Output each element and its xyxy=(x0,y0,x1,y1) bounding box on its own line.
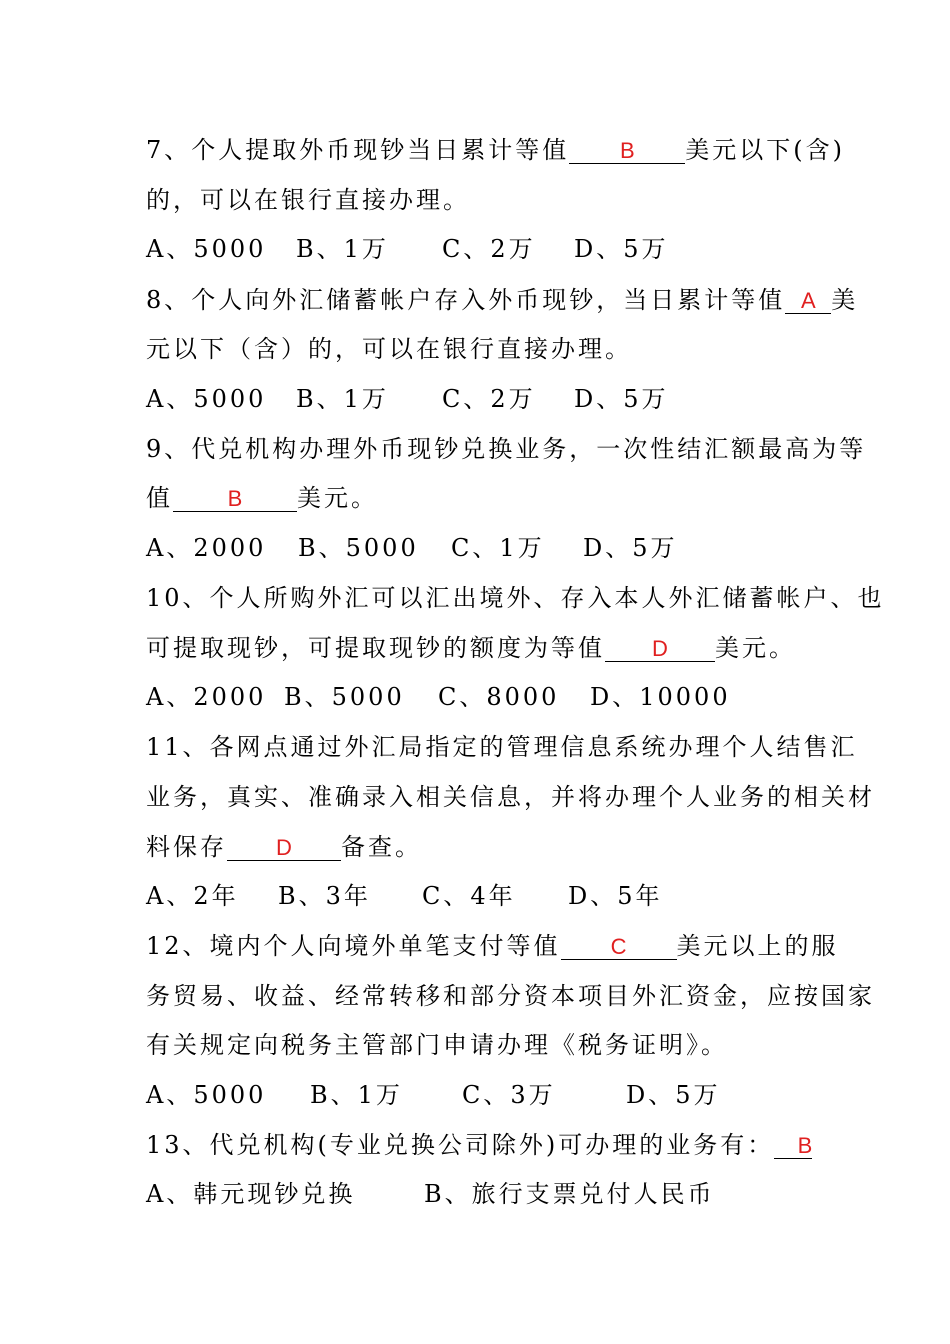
q9-option-a: A、2000 xyxy=(146,534,267,562)
q7-answer-blank xyxy=(569,135,685,164)
q11-option-d: D、5年 xyxy=(568,882,663,910)
q7-option-d: D、5万 xyxy=(574,235,669,263)
q13-option-a: A、韩元现钞兑换 xyxy=(146,1180,356,1208)
q8-option-d: D、5万 xyxy=(574,385,669,413)
q12-line2: 务贸易、收益、经常转移和部分资本项目外汇资金，应按国家 xyxy=(146,982,875,1010)
q10-answer-blank xyxy=(605,633,715,662)
q11-line3: 料保存 D 备查。 xyxy=(146,833,422,861)
q12-option-b: B、1万 xyxy=(310,1081,403,1109)
q7-option-b: B、1万 xyxy=(296,235,389,263)
q10-line1: 10、个人所购外汇可以汇出境外、存入本人外汇储蓄帐户、也 xyxy=(146,584,885,612)
q7-line1: 7、个人提取外币现钞当日累计等值 B 美元以下(含) xyxy=(146,136,846,164)
q13-answer: B xyxy=(797,1133,813,1158)
q8-line2: 元以下（含）的，可以在银行直接办理。 xyxy=(146,335,632,363)
q10-option-c: C、8000 xyxy=(438,683,560,711)
q12-line3: 有关规定向税务主管部门申请办理《税务证明》。 xyxy=(146,1031,728,1059)
q11-line2: 业务，真实、准确录入相关信息，并将办理个人业务的相关材 xyxy=(146,783,875,811)
q8-option-a: A、5000 xyxy=(146,385,267,413)
q12-option-d: D、5万 xyxy=(626,1081,721,1109)
q8-line1: 8、个人向外汇储蓄帐户存入外币现钞，当日累计等值 A 美 xyxy=(146,286,859,314)
q10-options xyxy=(146,679,731,715)
q12-options xyxy=(146,1077,721,1113)
q10-option-d: D、10000 xyxy=(590,683,731,711)
q9-line1: 9、代兑机构办理外币现钞兑换业务，一次性结汇额最高为等 xyxy=(146,435,867,463)
q9-answer: B xyxy=(227,486,243,511)
q7-option-c: C、2万 xyxy=(442,235,536,263)
q8-answer: A xyxy=(800,288,816,313)
q7-options xyxy=(146,231,669,267)
q9-options xyxy=(146,530,678,566)
q10-answer: D xyxy=(652,636,668,661)
q9-option-d: D、5万 xyxy=(583,534,678,562)
q13-option-b: B、旅行支票兑付人民币 xyxy=(424,1180,715,1208)
q7-option-a: A、5000 xyxy=(146,235,267,263)
q12-option-a: A、5000 xyxy=(146,1081,267,1109)
q11-options xyxy=(146,878,663,914)
q11-answer-blank xyxy=(227,832,341,861)
q11-option-c: C、4年 xyxy=(422,882,516,910)
q12-line1: 12、境内个人向境外单笔支付等值 C 美元以上的服 xyxy=(146,932,839,960)
q13-line1: 13、代兑机构(专业兑换公司除外)可办理的业务有： B xyxy=(146,1131,813,1159)
q12-option-c: C、3万 xyxy=(462,1081,556,1109)
q8-answer-blank xyxy=(785,285,831,314)
q9-line2: 值 B 美元。 xyxy=(146,484,378,512)
q10-option-b: B、5000 xyxy=(284,683,405,711)
q10-line2: 可提取现钞，可提取现钞的额度为等值 D 美元。 xyxy=(146,634,796,662)
q11-line1: 11、各网点通过外汇局指定的管理信息系统办理个人结售汇 xyxy=(146,733,858,761)
q8-option-b: B、1万 xyxy=(296,385,389,413)
q9-option-b: B、5000 xyxy=(298,534,419,562)
q12-answer: C xyxy=(610,934,627,959)
q11-option-b: B、3年 xyxy=(278,882,371,910)
q10-option-a: A、2000 xyxy=(146,683,267,711)
q9-answer-blank xyxy=(173,483,297,512)
q13-options xyxy=(146,1176,715,1212)
q7-answer: B xyxy=(619,138,635,163)
q13-answer-blank xyxy=(774,1130,812,1159)
q11-option-a: A、2年 xyxy=(146,882,239,910)
q9-option-c: C、1万 xyxy=(451,534,545,562)
q8-option-c: C、2万 xyxy=(442,385,536,413)
q8-options xyxy=(146,381,669,417)
q12-answer-blank xyxy=(561,931,677,960)
q11-answer: D xyxy=(276,835,292,860)
q7-line2: 的，可以在银行直接办理。 xyxy=(146,186,470,214)
